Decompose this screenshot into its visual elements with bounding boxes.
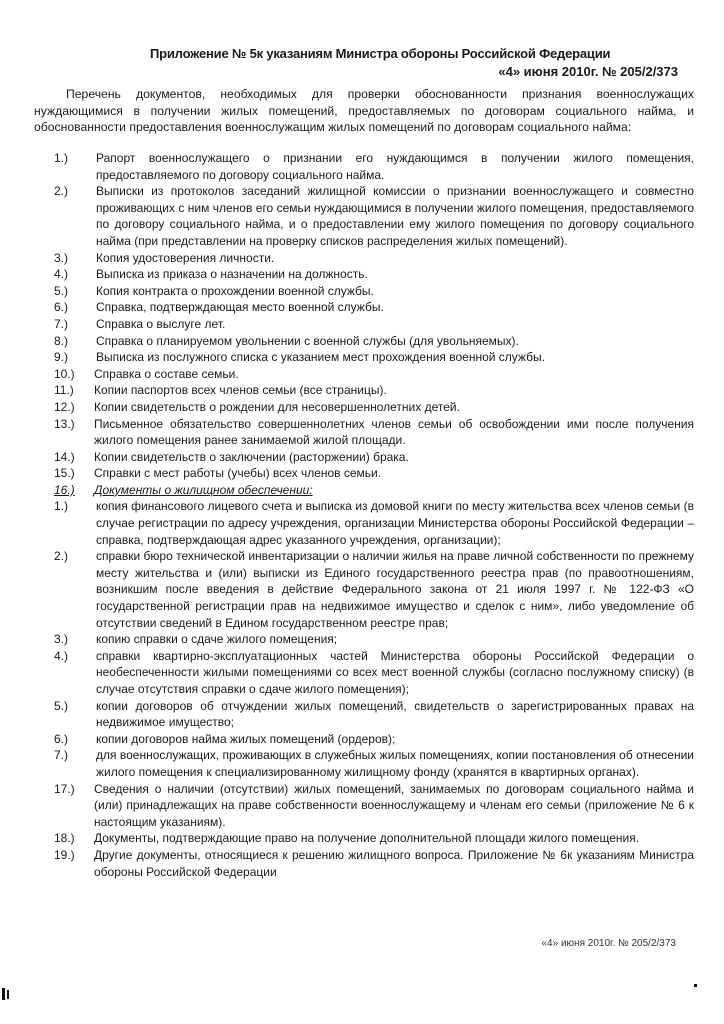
- sub-list-item: [54, 498, 694, 548]
- documents-list: [54, 150, 694, 880]
- list-item: [54, 316, 694, 333]
- list-item: [54, 266, 694, 283]
- item-number: 15.): [54, 466, 75, 481]
- item-text: справки бюро технической инвентаризации о наличии жилья на праве личной собственности по прежнему месту жительства и (или) выписки из Единого государственного реестра прав (по правоотношениям, возникшим после введения в действие Федерального закона от 21 июля 1997 г. № 122-ФЗ «О государственной регистрации прав на недвижимое имущество и сделок с ним», либо уведомление об отсутствии сведений в Едином государственном реестре прав;: [96, 549, 694, 630]
- item-number: 13.): [54, 416, 75, 431]
- intro-paragraph: Перечень документов, необходимых для проверки обоснованности признания военнослужащих нуждающимися в получении жилых помещений, предоставляемых по договорам социального найма, и обоснованности предоставления военнослужащим жилых помещений по договорам социального найма:: [34, 87, 694, 134]
- item-number: 11.): [54, 383, 74, 398]
- item-number: 19.): [54, 847, 75, 862]
- list-item: [54, 299, 694, 316]
- item-text: копии договоров найма жилых помещений (ордеров);: [96, 731, 396, 746]
- item-number: 6.): [54, 300, 69, 315]
- footer-date-number: «4» июня 2010г. № 205/2/373: [541, 938, 676, 949]
- list-item: [54, 366, 694, 383]
- item-text: Сведения о наличии (отсутствии) жилых помещений, занимаемых по договорам социального найма и (или) принадлежащих на праве собственности военнослужащему и членам его семьи (приложение № 6 к настоящим указаниям).: [94, 781, 694, 829]
- scan-artifact: [7, 990, 9, 999]
- sub-list-item: [54, 747, 694, 780]
- item-number: 5.): [54, 698, 69, 713]
- item-number: 10.): [54, 366, 75, 381]
- list-item: [54, 382, 694, 399]
- scan-artifact: [2, 988, 5, 1000]
- item-text: Письменное обязательство совершеннолетних членов семьи об освобождении ими после получения жилого помещения ранее занимаемой жилой площади.: [94, 416, 694, 448]
- item-number: 17.): [54, 781, 75, 796]
- item-text: Справка о выслуге лет.: [96, 316, 226, 331]
- scan-artifact: [694, 984, 697, 987]
- item-number: 6.): [54, 731, 69, 746]
- list-item: [54, 399, 694, 416]
- section-heading-housing-documents: [54, 482, 694, 499]
- item-number: 2.): [54, 184, 69, 199]
- list-item: [54, 283, 694, 300]
- item-number: 18.): [54, 831, 75, 846]
- sub-list-item: [54, 631, 694, 648]
- item-number: 9.): [54, 350, 69, 365]
- sub-list-item: [54, 731, 694, 748]
- appendix-date-number: «4» июня 2010г. № 205/2/373: [498, 64, 678, 79]
- sub-list-item: [54, 698, 694, 731]
- item-number: 3.): [54, 250, 69, 265]
- item-text: Копии свидетельств о заключении (расторжении) брака.: [94, 449, 409, 464]
- item-text: Копии паспортов всех членов семьи (все страницы).: [94, 383, 387, 398]
- item-text: для военнослужащих, проживающих в служебных жилых помещениях, копии постановления об отнесении жилого помещения к специализированному жилищному фонду (хранятся в квартирных органах).: [96, 748, 694, 779]
- sub-list-item: [54, 648, 694, 698]
- item-text: Копия удостоверения личности.: [96, 250, 275, 265]
- item-text: Справка о составе семьи.: [94, 366, 239, 381]
- list-item: [54, 449, 694, 466]
- item-number: 4.): [54, 267, 69, 282]
- item-text: Рапорт военнослужащего о признании его нуждающимся в получении жилого помещения, предоставляемого по договору социального найма.: [96, 151, 694, 182]
- item-text: Выписка из приказа о назначении на должность.: [96, 267, 368, 282]
- list-item: [54, 183, 694, 249]
- item-number: 8.): [54, 333, 69, 348]
- item-number: 1.): [54, 499, 69, 514]
- item-text: Выписка из послужного списка с указанием мест прохождения военной службы.: [96, 350, 545, 365]
- list-item: [54, 781, 694, 831]
- item-number: 1.): [54, 151, 69, 165]
- item-number: 14.): [54, 449, 75, 464]
- item-text: Документы о жилищном обеспечении:: [94, 482, 313, 497]
- item-number: 12.): [54, 399, 75, 414]
- item-text: Справка о планируемом увольнении с военной службы (для увольняемых).: [96, 333, 519, 348]
- item-text: копия финансового лицевого счета и выписка из домовой книги по месту жительства всех членов семьи (в случае регистрации по адресу учреждения, организации Министерства обороны Российской Федерации – справка, подтверждающая адрес указанного учреждения, организации);: [96, 499, 694, 547]
- item-number: 4.): [54, 648, 69, 663]
- item-text: Копия контракта о прохождении военной службы.: [96, 283, 374, 298]
- item-text: Выписки из протоколов заседаний жилищной комиссии о признании военнослужащего и совместно проживающих с ним членов его семьи нуждающимися в получении жилого помещения, предоставляемого по договору социального найма, и о предоставлении ему жилого помещения по договору социального найма (при представлении на проверку списков распределения жилых помещений).: [96, 184, 694, 248]
- item-number: 16.): [54, 482, 75, 497]
- list-item: [54, 250, 694, 267]
- item-number: 5.): [54, 283, 69, 298]
- list-item: [54, 333, 694, 350]
- item-text: копии договоров об отчуждении жилых помещений, свидетельств о зарегистрированных правах на недвижимое имущество;: [96, 698, 694, 730]
- list-item: [54, 465, 694, 482]
- appendix-title: Приложение № 5к указаниям Министра обороны Российской Федерации: [150, 46, 611, 61]
- item-text: Документы, подтверждающие право на получение дополнительной площади жилого помещения.: [94, 831, 640, 846]
- item-text: Другие документы, относящиеся к решению жилищного вопроса. Приложение № 6к указаниям Министра обороны Российской Федерации: [94, 847, 694, 879]
- list-item: [54, 416, 694, 449]
- item-text: Справка, подтверждающая место военной службы.: [96, 300, 384, 315]
- item-text: Копии свидетельств о рождении для несовершеннолетних детей.: [94, 399, 460, 414]
- item-number: 2.): [54, 549, 69, 564]
- item-text: Справки с мест работы (учебы) всех членов семьи.: [94, 466, 382, 481]
- item-text: справки квартирно-эксплуатационных частей Министерства обороны Российской Федерации о необеспеченности жилыми помещениями со всех мест военной службы (согласно послужному списку) (в случае отсутствия справки о сдаче жилого помещения);: [96, 648, 694, 696]
- list-item: [54, 349, 694, 366]
- item-number: 7.): [54, 748, 69, 763]
- item-number: 7.): [54, 316, 69, 331]
- item-text: копию справки о сдаче жилого помещения;: [96, 632, 338, 647]
- list-item: [54, 830, 694, 847]
- list-item: [54, 150, 694, 183]
- list-item: [54, 847, 694, 880]
- item-number: 3.): [54, 632, 69, 647]
- sub-list-item: [54, 548, 694, 631]
